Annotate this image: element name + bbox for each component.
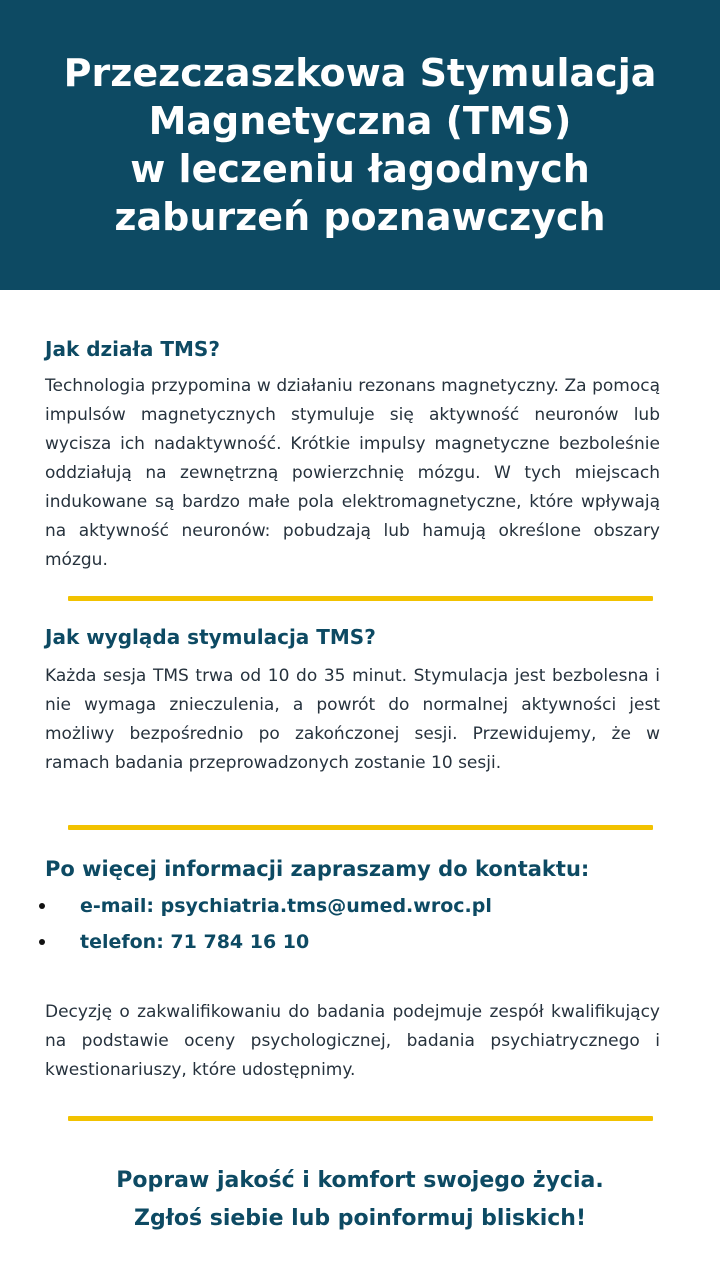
bullet-icon (39, 939, 45, 945)
contact-email-link[interactable]: e-mail: psychiatria.tms@umed.wroc.pl (80, 895, 492, 917)
divider-1 (68, 596, 653, 601)
divider-2 (68, 825, 653, 830)
header-banner (0, 0, 720, 290)
section-body: Każda sesja TMS trwa od 10 do 35 minut. Stymulacja jest bezbolesna i nie wymaga znieczulenia, a powrót do normalnej aktywności jest możliwy bezpośrednio po zakończonej sesji. Przewidujemy, że w ramach badania przeprowadzonych zostanie 10 sesji. (45, 666, 660, 773)
contact-list (45, 888, 660, 960)
footer-callout (0, 1162, 720, 1238)
divider-3 (68, 1116, 653, 1121)
section-how-tms-works (45, 334, 660, 575)
section-body: Technologia przypomina w działaniu rezonans magnetyczny. Za pomocą impulsów magnetycznych stymuluje się aktywność neuronów lub wycisza ich nadaktywność. Krótkie impulsy magnetyczne bezboleśnie oddziałują na zewnętrzną powierzchnię mózgu. W tych miejscach indukowane są bardzo małe pola elektromagnetyczne, które wpływają na aktywność neuronów: pobudzają lub hamują określone obszary mózgu. (45, 376, 660, 570)
section-qualification-note (45, 998, 660, 1085)
contact-phone-item (45, 924, 660, 960)
page-title: Przezczaszkowa Stymulacja Magnetyczna (TMS) w leczeniu łagodnych zaburzeń poznawczych (63, 51, 657, 239)
section-heading: Jak działa TMS? (45, 337, 220, 361)
section-what-stimulation-looks-like (45, 622, 660, 778)
contact-heading: Po więcej informacji zapraszamy do kontaktu: (45, 857, 590, 881)
bullet-icon (39, 903, 45, 909)
footer-line-1: Popraw jakość i komfort swojego życia. (116, 1168, 604, 1193)
qualification-note: Decyzję o zakwalifikowaniu do badania podejmuje zespół kwalifikujący na podstawie oceny psychologicznej, badania psychiatrycznego i kwestionariuszy, które udostępnimy. (45, 1002, 660, 1080)
contact-email-item (45, 888, 660, 924)
contact-phone-link[interactable]: telefon: 71 784 16 10 (80, 931, 310, 953)
section-heading: Jak wygląda stymulacja TMS? (45, 625, 376, 649)
footer-line-2: Zgłoś siebie lub poinformuj bliskich! (134, 1206, 586, 1231)
section-contact (45, 854, 660, 960)
